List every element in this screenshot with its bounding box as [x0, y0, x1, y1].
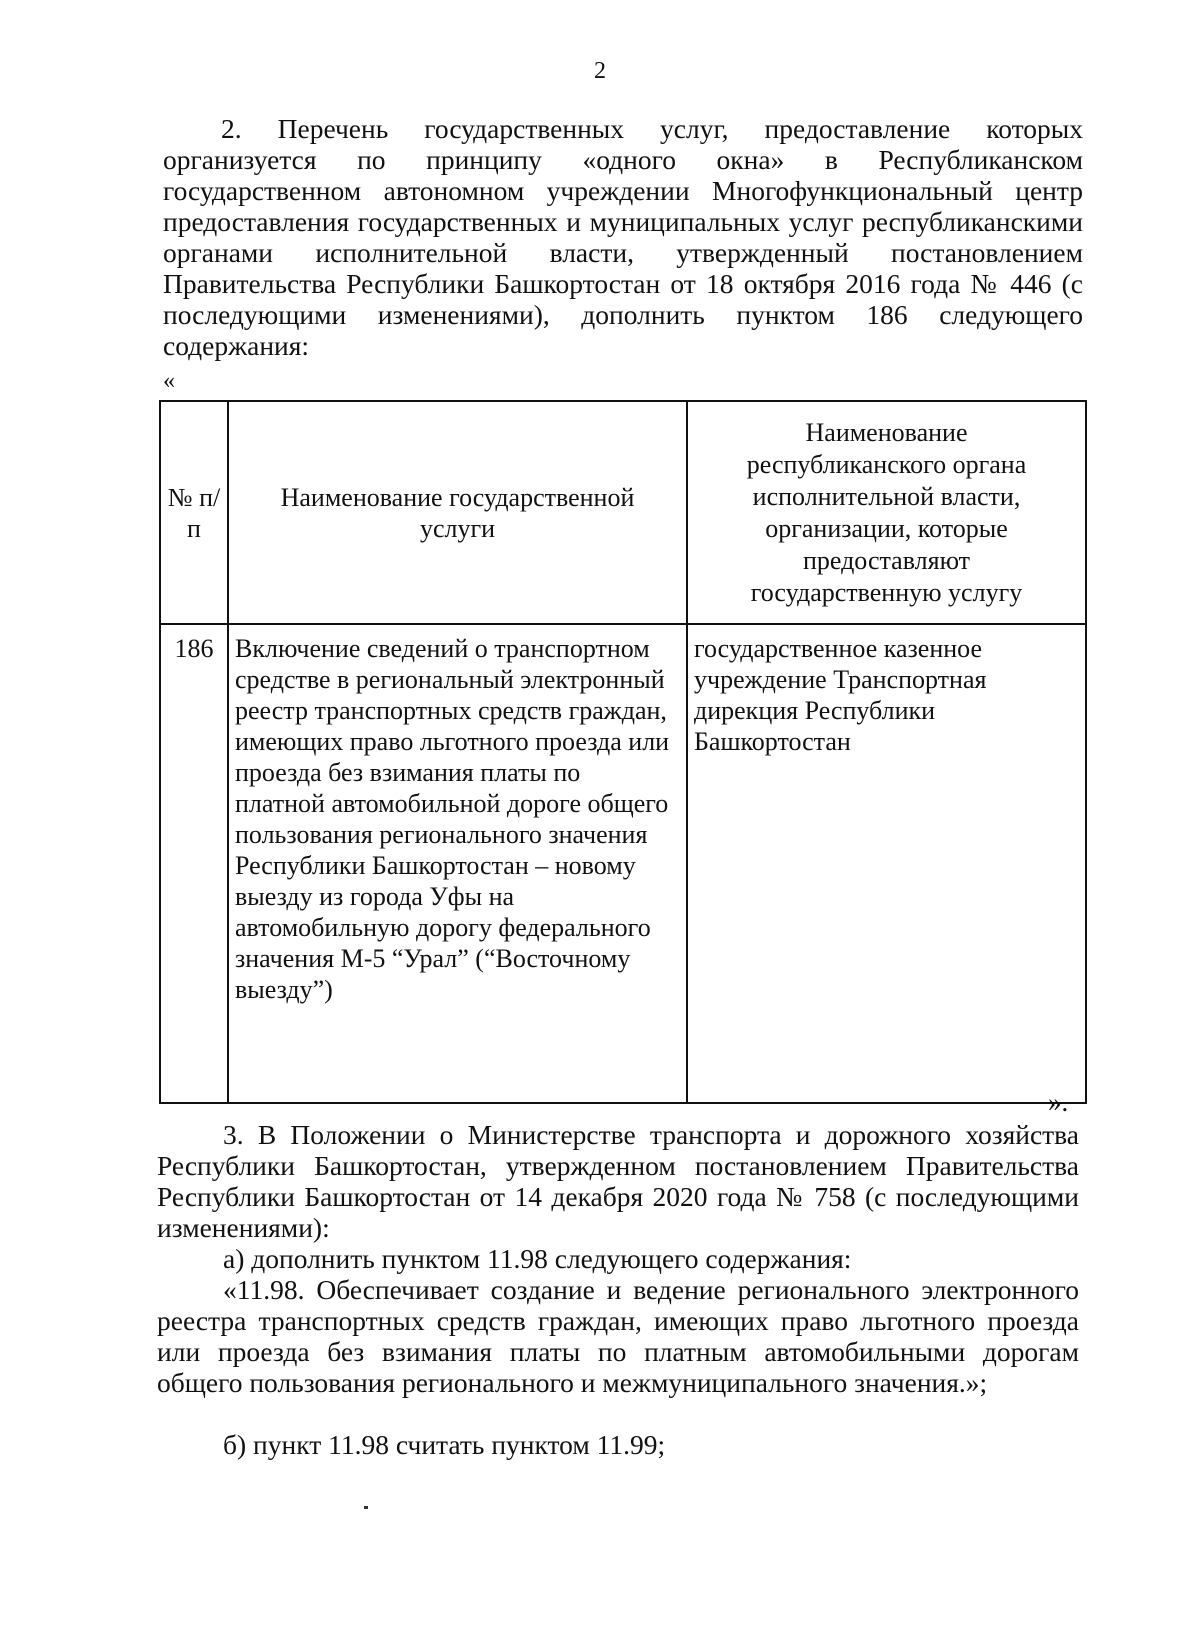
row-authority: государственное казенное учреждение Транспортная дирекция Республики Башкортостан — [687, 624, 1086, 1103]
section-3-intro — [157, 1119, 1079, 1243]
page-number: 2 — [594, 58, 606, 84]
section-3-intro-text: 3. В Положении о Министерстве транспорта и дорожного хозяйства Республики Башкортостан, утвержденном постановлением Правительства Республики Башкортостан от 14 декабря 2020 года № 758 (с последующими изменениями): — [157, 1119, 1079, 1243]
scan-speck — [364, 1506, 368, 1509]
header-service-name: Наименование государственной услуги — [228, 401, 687, 624]
opening-quote: « — [163, 368, 175, 394]
row-number: 186 — [160, 624, 228, 1103]
row-service: Включение сведений о транспортном средстве в региональный электронный реестр транспортных средств граждан, имеющих право льготного проезда или проезда без взимания платы по платной автомобильной дороге общего пользования регионального значения Республики Башкортостан – новому выезду из города Уфы на автомобильную дорогу федерального значения М-5 “Урал” (“Восточному выезду”) — [228, 624, 687, 1103]
services-table — [159, 400, 1087, 1104]
item-b-text: б) пункт 11.98 считать пунктом 11.99; — [223, 1429, 666, 1460]
closing-quote: ». — [1048, 1087, 1069, 1117]
header-number: № п/п — [160, 401, 228, 624]
item-a-text: а) дополнить пунктом 11.98 следующего содержания: — [223, 1243, 852, 1274]
section-2-paragraph — [163, 113, 1083, 361]
table-header-row — [160, 401, 1086, 624]
item-a — [157, 1243, 1079, 1274]
item-11-98-text: «11.98. Обеспечивает создание и ведение регионального электронного реестра транспортных средств граждан, имеющих право льготного проезда или проезда без взимания платы по платным автомобильными дорогам общего пользования регионального и межмуниципального значения.»; — [157, 1274, 1079, 1398]
item-b — [157, 1429, 1079, 1460]
item-11-98-quote — [157, 1274, 1079, 1398]
section-2-text: 2. Перечень государственных услуг, предоставление которых организуется по принципу «одного окна» в Республиканском государственном автономном учреждении Многофункциональный центр предоставления государственных и муниципальных услуг республиканскими органами исполнительной власти, утвержденный постановлением Правительства Республики Башкортостан от 18 октября 2016 года № 446 (с последующими изменениями), дополнить пунктом 186 следующего содержания: — [163, 113, 1083, 361]
table-row — [160, 624, 1086, 1103]
header-authority: Наименование республиканского органа исполнительной власти, организации, которые предоставляют государственную услугу — [687, 401, 1086, 624]
